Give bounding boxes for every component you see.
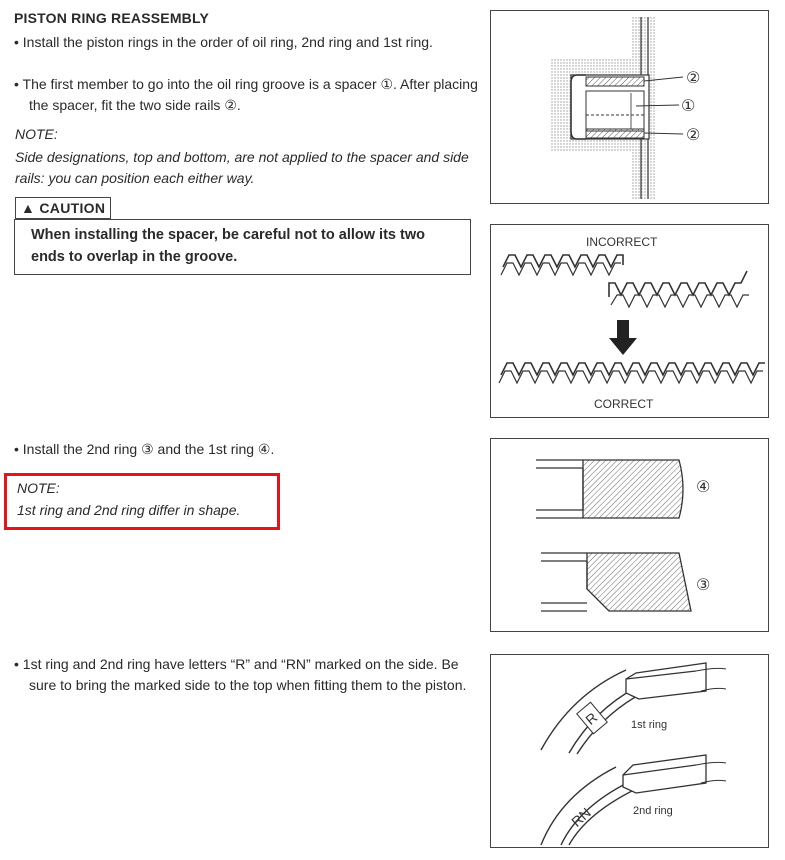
note-label-2: NOTE: [17, 480, 60, 496]
incorrect-label: INCORRECT [586, 235, 658, 249]
callout-1st-ring: ④ [696, 477, 711, 496]
bullet-ring-order: • Install the piston rings in the order of oil ring, 2nd ring and 1st ring. [14, 32, 481, 53]
warning-triangle-icon: ▲ [21, 200, 36, 216]
figure-spacer-ends [490, 224, 769, 418]
label-2nd-ring: 2nd ring [633, 805, 673, 817]
figure-oil-ring-groove [490, 10, 769, 204]
note-text: Side designations, top and bottom, are not applied to the spacer and side rails: you can position each either way. [15, 149, 469, 186]
figure-ring-profiles [490, 438, 769, 632]
mark-rn: RN [568, 804, 594, 830]
bullet-ring-marks: • 1st ring and 2nd ring have letters “R” and “RN” marked on the side. Be sure to bring the marked side to the top when fitting them to the piston. [14, 654, 481, 696]
callout-side-rail-bottom: ② [686, 125, 701, 144]
section-title: PISTON RING REASSEMBLY [14, 10, 209, 26]
figure-ring-marks [490, 654, 769, 848]
bullet-spacer: • The first member to go into the oil ring groove is a spacer ①. After placing the spacer, fit the two side rails ②. [14, 74, 481, 116]
label-1st-ring: 1st ring [631, 719, 668, 731]
callout-2nd-ring: ③ [696, 575, 711, 594]
caution-label-text: CAUTION [39, 200, 106, 216]
red-highlight-box [4, 473, 280, 530]
correct-label: CORRECT [594, 397, 654, 411]
note-text-2: 1st ring and 2nd ring differ in shape. [17, 502, 241, 518]
mark-r: R [582, 709, 601, 728]
caution-label [15, 197, 111, 219]
callout-spacer: ① [681, 96, 696, 115]
callout-side-rail-top: ② [686, 68, 701, 87]
note-label: NOTE: [15, 126, 58, 142]
bullet-install-rings: • Install the 2nd ring ③ and the 1st ring ④. [14, 439, 481, 460]
caution-box: When installing the spacer, be careful not to allow its two ends to overlap in the groove. [14, 219, 471, 275]
